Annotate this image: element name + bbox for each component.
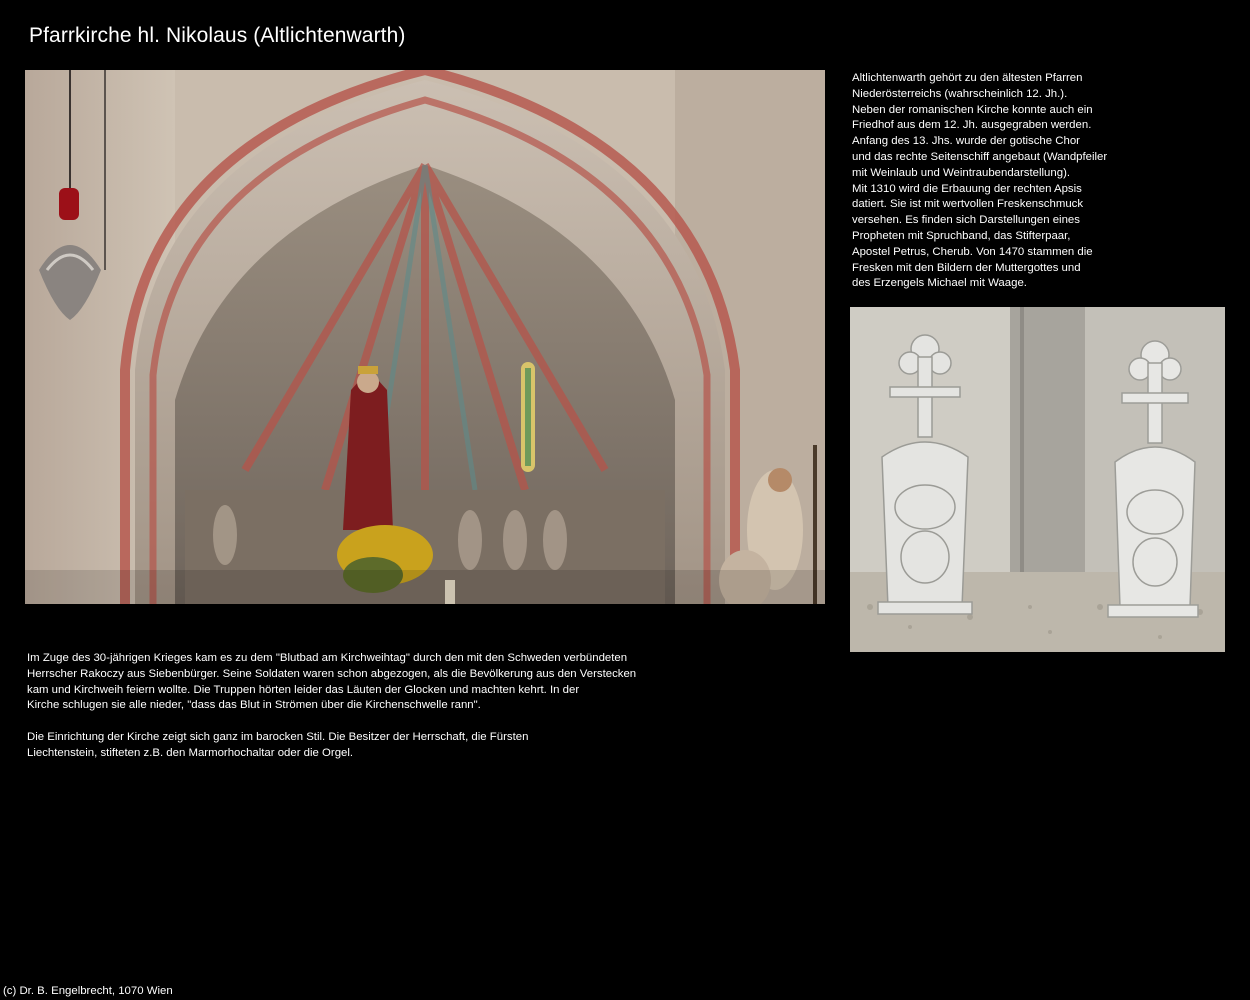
history-text-line: versehen. Es finden sich Darstellungen eines (852, 214, 1080, 227)
history-text-line: des Erzengels Michael mit Waage. (852, 277, 1027, 290)
paragraph-line: kam und Kirchweih feiern wollte. Die Truppen hörten leider das Läuten der Glocken und machten kehrt. In der (27, 683, 580, 696)
paragraph-baroque-interior (27, 730, 707, 762)
paragraph-line: Herrscher Rakoczy aus Siebenbürger. Seine Soldaten waren schon abgezogen, als die Bevölkerung aus den Verstecken (27, 667, 637, 680)
body-text (27, 651, 707, 762)
history-text-line: mit Weinlaub und Weintraubendarstellung). (852, 166, 1071, 179)
history-text-line: datiert. Sie ist mit wertvollen Freskenschmuck (852, 198, 1084, 211)
paragraph-thirty-years-war (27, 651, 707, 714)
history-text-line: Anfang des 13. Jhs. wurde der gotische Chor (852, 135, 1080, 148)
history-text-line: Propheten mit Spruchband, das Stifterpaar, (852, 229, 1071, 242)
history-text-line: Apostel Petrus, Cherub. Von 1470 stammen die (852, 245, 1093, 258)
copyright-footer: (c) Dr. B. Engelbrecht, 1070 Wien (3, 985, 173, 997)
history-text-line: Altlichtenwarth gehört zu den ältesten Pfarren (852, 72, 1083, 84)
history-text-line: Fresken mit den Bildern der Muttergottes und (852, 261, 1081, 274)
history-text-line: Mit 1310 wird die Erbauung der rechten Apsis (852, 182, 1082, 195)
paragraph-line: Die Einrichtung der Kirche zeigt sich ganz im barocken Stil. Die Besitzer der Herrschaft, die Fürsten (27, 730, 529, 743)
history-text-line: und das rechte Seitenschiff angebaut (Wandpfeiler (852, 150, 1108, 163)
history-text-line: Neben der romanischen Kirche konnte auch ein (852, 103, 1093, 116)
paragraph-line: Kirche schlugen sie alle nieder, "dass das Blut in Strömen über die Kirchenschwelle rann". (27, 699, 481, 712)
history-text-line: Friedhof aus dem 12. Jh. ausgegraben werden. (852, 119, 1092, 132)
paragraph-line: Liechtenstein, stifteten z.B. den Marmorhochaltar oder die Orgel. (27, 746, 354, 759)
page-title: Pfarrkirche hl. Nikolaus (Altlichtenwarth) (29, 24, 406, 47)
history-text (852, 71, 1232, 292)
grave-crosses-photo (850, 307, 1225, 652)
apse-fresco-photo (25, 70, 825, 604)
paragraph-line: Im Zuge des 30-jährigen Krieges kam es zu dem "Blutbad am Kirchweihtag" durch den mit den Schweden verbündeten (27, 652, 628, 664)
history-text-line: Niederösterreichs (wahrscheinlich 12. Jh.). (852, 87, 1068, 100)
